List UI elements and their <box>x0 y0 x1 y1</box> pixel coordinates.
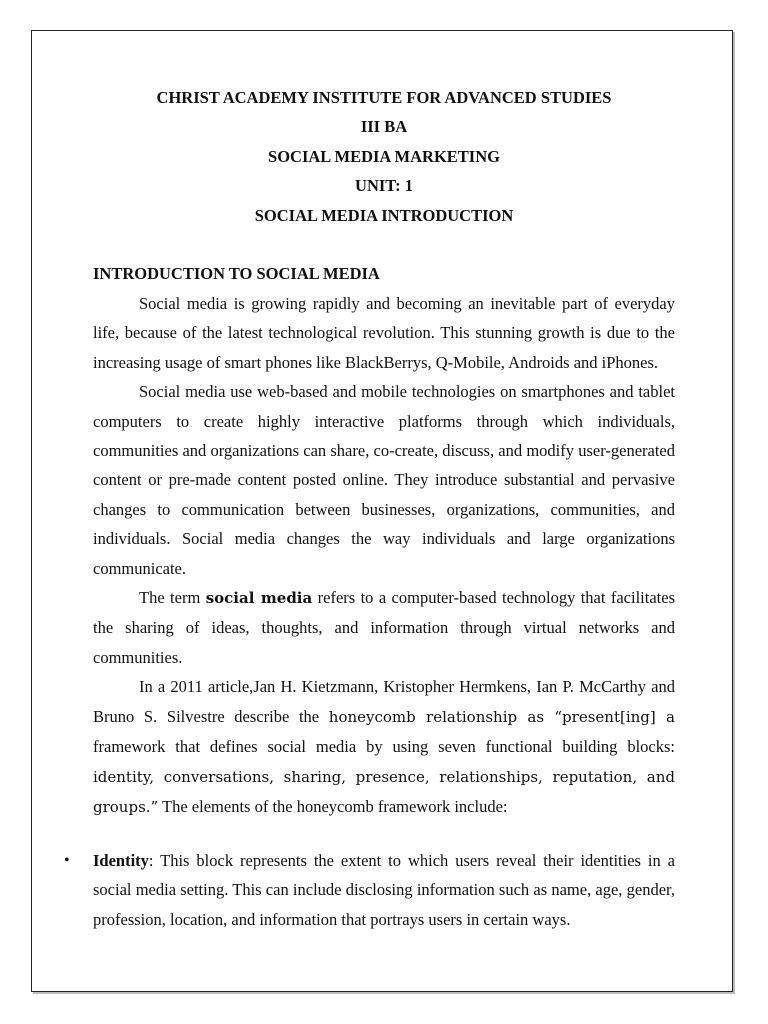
unit-label: UNIT: 1 <box>355 176 413 195</box>
unit-title: SOCIAL MEDIA INTRODUCTION <box>254 206 514 225</box>
p2-text-b: web-based <box>257 382 328 402</box>
p3-text-b: refers to a computer-based technology that facilitates the sharing of ideas, thoughts, and information through virtual networks and communities. <box>93 588 675 667</box>
body-text <box>93 289 675 822</box>
section-heading: INTRODUCTION TO SOCIAL MEDIA <box>93 264 380 283</box>
paragraph-4 <box>93 672 675 822</box>
p2-text-d: smartphones <box>521 382 605 402</box>
bullet-dot: • <box>64 852 70 869</box>
paragraph-2 <box>93 377 675 583</box>
bullet-text: : This block represents the extent to which users reveal their identities in a social media setting. This can include disclosing information such as name, age, gender, profession, location, and information that portrays users in certain ways. <box>93 851 675 929</box>
p2-text-f: tablet computers <box>93 382 675 431</box>
bullet-list <box>93 846 675 934</box>
p4-text-c: framework that defines social media by using seven functional building blocks: <box>93 737 675 757</box>
p2-text-g: to create highly interactive platforms through which individuals, communities and organizations can share, co-create, discuss, and modify user-generated content or pre-made content posted online. They introduce substantial and pervasive changes to communication between businesses, organizations, communities, and individuals. Social media changes the way individuals and large organizations communicate. <box>93 411 675 578</box>
p4-text-a: In a 2011 article,Jan H. Kietzmann, Kristopher Hermkens, Ian P. McCarthy and Bruno S. Silvestre describe the <box>93 677 675 726</box>
social-media-term: social media <box>205 589 313 608</box>
bullet-term: Identity <box>93 851 149 870</box>
p2-text-e: and <box>604 382 634 402</box>
institute-title: CHRIST ACADEMY INSTITUTE FOR ADVANCED STUDIES <box>156 88 612 107</box>
paragraph-1: Social media is growing rapidly and becoming an inevitable part of everyday life, because of the latest technological revolution. This stunning growth is due to the increasing usage of smart phones like BlackBerrys, Q-Mobile, Androids and iPhones. <box>93 294 675 372</box>
p4-text-e: The elements of the honeycomb framework include: <box>158 796 508 816</box>
p2-text-a: Social media use <box>139 382 253 402</box>
p4-text-d: identity, conversations, sharing, presence, relationships, reputation, and groups.” <box>93 767 675 816</box>
p3-text-a: The term <box>139 588 206 608</box>
course-title: SOCIAL MEDIA MARKETING <box>268 147 500 166</box>
class-title: III BA <box>360 117 408 136</box>
p2-text-c: and mobile technologies on <box>327 382 517 402</box>
list-item <box>93 846 675 934</box>
paragraph-3 <box>93 583 675 672</box>
p4-text-b: honeycomb relationship as “present[ing] a <box>328 707 675 726</box>
